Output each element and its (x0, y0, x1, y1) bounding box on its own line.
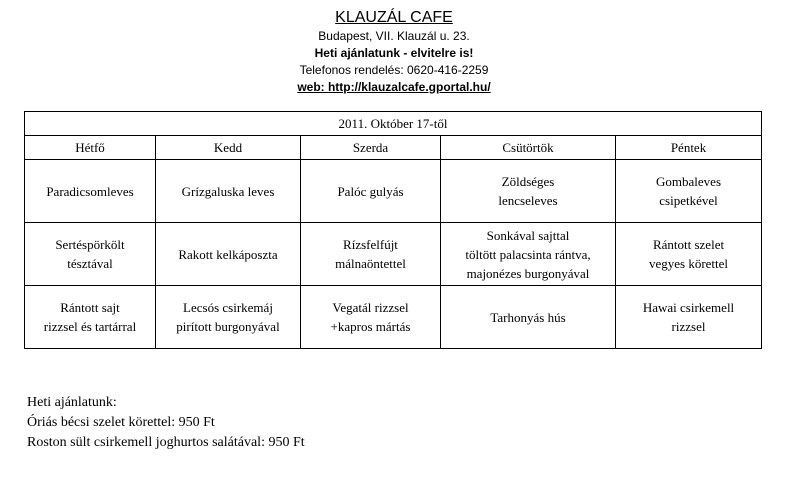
dish-cell (156, 286, 301, 349)
dish-line: Tarhonyás hús (490, 309, 566, 325)
cafe-address: Budapest, VII. Klauzál u. 23. (318, 29, 470, 43)
dish-line: csipetkével (659, 193, 718, 208)
web-link[interactable]: web: http://klauzalcafe.gportal.hu/ (297, 80, 491, 94)
dish-line: rizzsel és tartárral (43, 319, 137, 334)
dish-line: tésztával (67, 256, 113, 271)
dish-row-main-a (25, 223, 762, 286)
dish-cell (156, 223, 301, 286)
dish-line: Rakott kelkáposzta (178, 246, 278, 262)
dish-line: lencseleves (498, 193, 558, 208)
date-row (25, 112, 762, 136)
dish-cell (25, 286, 156, 349)
dish-cell (616, 286, 762, 349)
cafe-header (0, 7, 796, 96)
dish-line: töltött palacsinta rántva, (465, 246, 591, 262)
dish-line: málnaöntettel (335, 256, 406, 271)
dish-cell (441, 286, 616, 349)
menu-date: 2011. Október 17-től (25, 112, 762, 136)
dish-cell (301, 223, 441, 286)
day-header: Szerda (301, 136, 441, 160)
dish-line: Grízgaluska leves (181, 183, 275, 199)
dish-line: Rízsfelfújt (343, 237, 398, 252)
day-header: Hétfő (25, 136, 156, 160)
weekly-item: Roston sült csirkemell joghurtos salátával: 950 Ft (27, 435, 305, 450)
cafe-title: KLAUZÁL CAFE (335, 9, 453, 26)
dish-cell (301, 286, 441, 349)
dish-line: +kapros mártás (330, 319, 411, 334)
weekly-item: Óriás bécsi szelet körettel: 950 Ft (27, 415, 215, 430)
dish-cell (441, 160, 616, 223)
offer-line: Heti ajánlatunk - elvitelre is! (314, 46, 474, 60)
dish-line: Rántott szelet (652, 237, 725, 252)
dish-line: Paradicsomleves (46, 183, 134, 199)
dish-line: Lecsós csirkemáj (183, 300, 273, 315)
dish-line: Hawai csirkemell (642, 300, 735, 315)
dish-row-main-b (25, 286, 762, 349)
day-header-row (25, 136, 762, 160)
phone-line: Telefonos rendelés: 0620-416-2259 (299, 63, 489, 77)
dish-line: Palóc gulyás (337, 183, 404, 199)
dish-cell (441, 223, 616, 286)
dish-cell (616, 160, 762, 223)
dish-line: pirított burgonyával (176, 319, 280, 334)
dish-line: Zöldséges (501, 174, 555, 189)
dish-line: Vegatál rizzsel (332, 300, 409, 315)
dish-line: Sonkával sajttal (486, 227, 570, 243)
weekly-offers (27, 393, 305, 453)
dish-line: Rántott sajt (60, 300, 120, 315)
day-header: Péntek (616, 136, 762, 160)
day-header: Kedd (156, 136, 301, 160)
dish-row-soup (25, 160, 762, 223)
dish-cell (156, 160, 301, 223)
day-header: Csütörtök (441, 136, 616, 160)
dish-cell (25, 160, 156, 223)
dish-cell (616, 223, 762, 286)
dish-line: Sertéspörkölt (55, 237, 125, 252)
weekly-menu-table (24, 111, 762, 349)
dish-line: rizzsel (671, 319, 706, 334)
dish-line: vegyes körettel (648, 256, 729, 271)
weekly-heading: Heti ajánlatunk: (27, 395, 117, 410)
dish-cell (301, 160, 441, 223)
dish-line: majonézes burgonyával (466, 265, 590, 281)
dish-line: Gombaleves (656, 174, 721, 189)
dish-cell (25, 223, 156, 286)
